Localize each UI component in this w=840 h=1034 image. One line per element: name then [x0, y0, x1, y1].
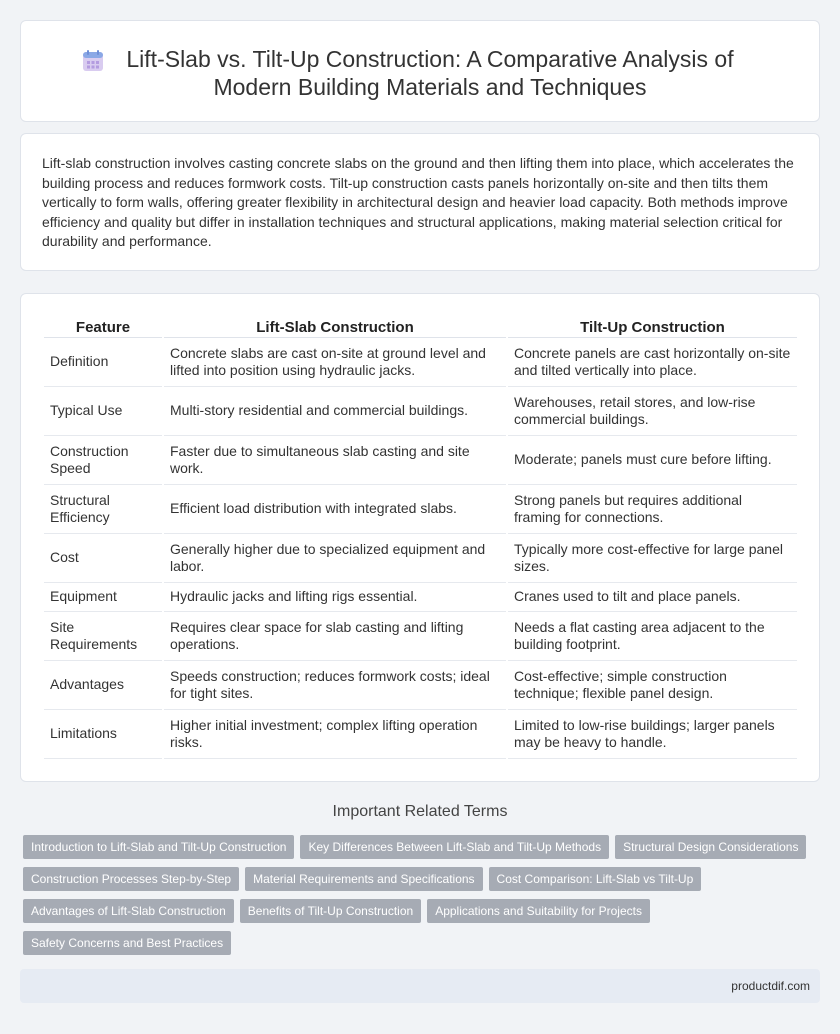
- related-term-tag[interactable]: Applications and Suitability for Projects: [427, 899, 650, 923]
- feature-cell: Cost: [44, 534, 162, 583]
- comparison-table: [42, 314, 799, 759]
- table-header-row: [44, 314, 797, 338]
- table-row: [44, 583, 797, 612]
- lift-slab-cell: Speeds construction; reduces formwork costs; ideal for tight sites.: [164, 661, 506, 710]
- related-term-tag[interactable]: Safety Concerns and Best Practices: [23, 931, 231, 955]
- tilt-up-cell: Cranes used to tilt and place panels.: [508, 583, 797, 612]
- related-terms-title: Important Related Terms: [332, 803, 508, 820]
- tilt-up-cell: Cost-effective; simple construction technique; flexible panel design.: [508, 661, 797, 710]
- table-row: [44, 661, 797, 710]
- tilt-up-cell: Typically more cost-effective for large panel sizes.: [508, 534, 797, 583]
- tilt-up-cell: Limited to low-rise buildings; larger panels may be heavy to handle.: [508, 710, 797, 759]
- feature-cell: Typical Use: [44, 387, 162, 436]
- feature-cell: Limitations: [44, 710, 162, 759]
- lift-slab-cell: Generally higher due to specialized equipment and labor.: [164, 534, 506, 583]
- lift-slab-cell: Faster due to simultaneous slab casting and site work.: [164, 436, 506, 485]
- related-term-tag[interactable]: Key Differences Between Lift-Slab and Tilt-Up Methods: [300, 835, 609, 859]
- page-title-line-1: Lift-Slab vs. Tilt-Up Construction: A Comparative Analysis of: [126, 46, 734, 72]
- footer-site-link[interactable]: productdif.com: [731, 979, 810, 993]
- page-title-line-2: Modern Building Materials and Techniques: [213, 74, 647, 100]
- feature-cell: Construction Speed: [44, 436, 162, 485]
- tilt-up-cell: Concrete panels are cast horizontally on-site and tilted vertically into place.: [508, 338, 797, 387]
- tilt-up-cell: Moderate; panels must cure before lifting.: [508, 436, 797, 485]
- comparison-table-card: [20, 293, 820, 782]
- related-term-tag[interactable]: Structural Design Considerations: [615, 835, 806, 859]
- feature-cell: Advantages: [44, 661, 162, 710]
- table-row: [44, 710, 797, 759]
- related-term-tag[interactable]: Material Requirements and Specifications: [245, 867, 482, 891]
- tilt-up-cell: Strong panels but requires additional framing for connections.: [508, 485, 797, 534]
- feature-cell: Structural Efficiency: [44, 485, 162, 534]
- lift-slab-cell: Requires clear space for slab casting and lifting operations.: [164, 612, 506, 661]
- lift-slab-cell: Multi-story residential and commercial buildings.: [164, 387, 506, 436]
- feature-cell: Equipment: [44, 583, 162, 612]
- lift-slab-cell: Hydraulic jacks and lifting rigs essential.: [164, 583, 506, 612]
- tilt-up-cell: Needs a flat casting area adjacent to the building footprint.: [508, 612, 797, 661]
- footer: [20, 969, 820, 1003]
- lift-slab-cell: Higher initial investment; complex lifting operation risks.: [164, 710, 506, 759]
- header-card: [20, 20, 820, 122]
- lift-slab-cell: Concrete slabs are cast on-site at ground level and lifted into position using hydraulic jacks.: [164, 338, 506, 387]
- tilt-up-cell: Warehouses, retail stores, and low-rise commercial buildings.: [508, 387, 797, 436]
- page-title: [81, 45, 779, 101]
- table-row: [44, 485, 797, 534]
- table-row: [44, 612, 797, 661]
- lift-slab-cell: Efficient load distribution with integrated slabs.: [164, 485, 506, 534]
- feature-cell: Definition: [44, 338, 162, 387]
- table-row: [44, 387, 797, 436]
- table-row: [44, 338, 797, 387]
- related-term-tag[interactable]: Construction Processes Step-by-Step: [23, 867, 239, 891]
- intro-card: [20, 133, 820, 271]
- column-header-tilt-up: Tilt-Up Construction: [508, 314, 797, 338]
- column-header-lift-slab: Lift-Slab Construction: [164, 314, 506, 338]
- related-term-tag[interactable]: Advantages of Lift-Slab Construction: [23, 899, 234, 923]
- column-header-feature: Feature: [44, 314, 162, 338]
- table-row: [44, 534, 797, 583]
- feature-cell: Site Requirements: [44, 612, 162, 661]
- related-term-tag[interactable]: Benefits of Tilt-Up Construction: [240, 899, 421, 923]
- related-term-tag[interactable]: Introduction to Lift-Slab and Tilt-Up Construction: [23, 835, 294, 859]
- related-terms-list: [23, 835, 813, 955]
- table-row: [44, 436, 797, 485]
- related-term-tag[interactable]: Cost Comparison: Lift-Slab vs Tilt-Up: [489, 867, 702, 891]
- intro-paragraph: Lift-slab construction involves casting concrete slabs on the ground and then lifting them into place, which accelerates the building process and reduces formwork costs. Tilt-up construction casts panels horizontally on-site and then tilts them vertically to form walls, offering greater flexibility in architectural design and heavier load capacity. Both methods improve efficiency and quality but differ in installation techniques and structural applications, making material selection critical for durability and performance.: [42, 155, 794, 250]
